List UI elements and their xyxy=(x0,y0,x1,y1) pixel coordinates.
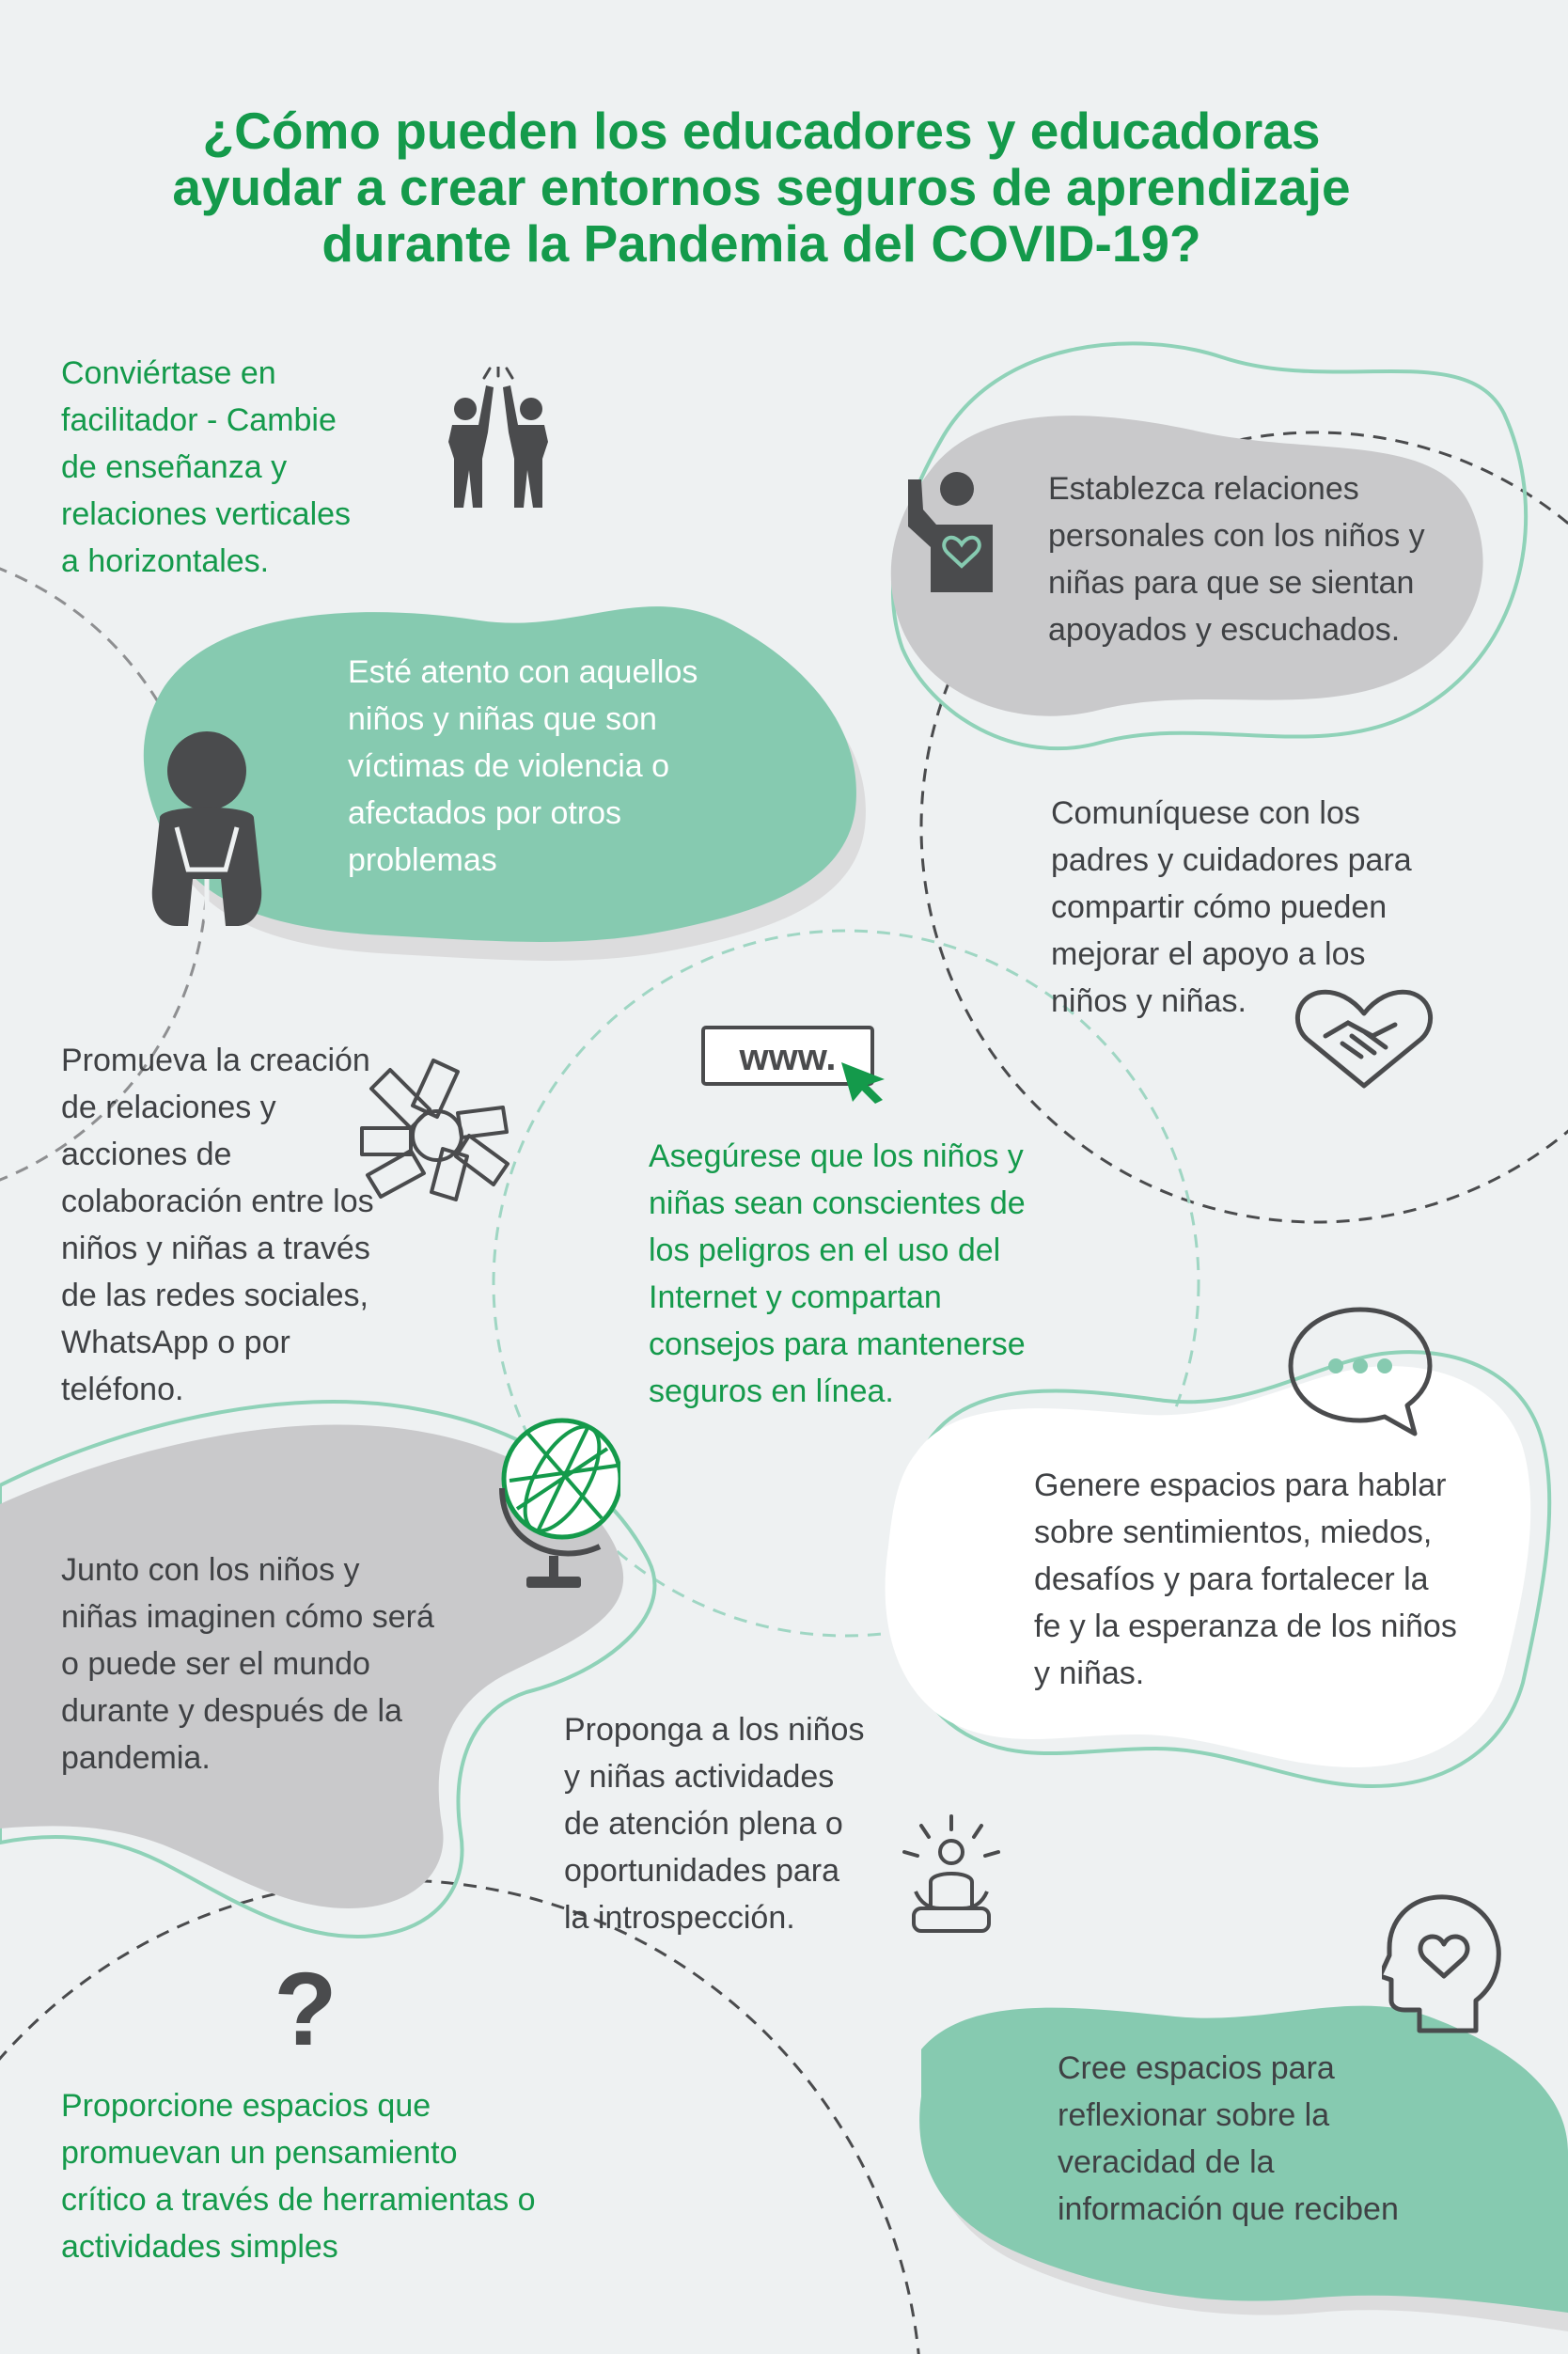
tip-facilitator: Conviértase en facilitador - Cambie de enseñanza y relaciones verticales a horizontales. xyxy=(61,355,352,579)
tip-personal-relations: Establezca relaciones personales con los niños y niñas para que se sientan apoyados y escuchados. xyxy=(1048,471,1425,648)
question-symbol: ? xyxy=(274,1960,337,2064)
title-line-3: durante la Pandemia del COVID-19? xyxy=(321,213,1201,273)
handshake-heart-icon xyxy=(1290,987,1438,1091)
sad-child-icon xyxy=(132,729,282,935)
raised-hand-heart-icon xyxy=(891,470,1013,597)
title-line-1: ¿Cómo pueden los educadores y educadoras xyxy=(202,102,1321,160)
title-line-2: ayudar a crear entornos seguros de aprendizaje xyxy=(172,157,1351,216)
high-five-icon xyxy=(428,367,569,517)
tip-collaboration: Promueva la creación de relaciones y acciones de colaboración entre los niños y niñas a través de las redes sociales, WhatsApp o por teléfono. xyxy=(61,1043,374,1407)
stacked-hands-icon xyxy=(353,1051,517,1211)
tip-mindfulness: Proponga a los niños y niñas actividades de atención plena o oportunidades para la introspección. xyxy=(564,1712,865,1936)
question-mark-icon xyxy=(273,1960,338,2064)
tip-reflect-information: Cree espacios para reflexionar sobre la veracidad de la información que reciben xyxy=(1058,2050,1399,2227)
tip-internet-safety: Asegúrese que los niños y niñas sean conscientes de los peligros en el uso del Internet y compartan consejos para mantenerse seguros en línea. xyxy=(649,1138,1026,1409)
meditation-icon xyxy=(902,1814,1001,1937)
globe-icon xyxy=(489,1405,620,1593)
tip-feelings: Genere espacios para hablar sobre sentimientos, miedos, desafíos y para fortalecer la fe y la esperanza de los niños y niñas. xyxy=(1034,1467,1457,1691)
page-title xyxy=(38,103,1485,273)
tip-communicate-parents: Comuníquese con los padres y cuidadores para compartir cómo pueden mejorar el apoyo a los niños y niñas. xyxy=(1051,795,1412,1019)
tip-critical-thinking: Proporcione espacios que promuevan un pensamiento crítico a través de herramientas o actividades simples xyxy=(61,2088,536,2265)
head-heart-icon xyxy=(1382,1890,1504,2040)
tip-attentive: Esté atento con aquellos niños y niñas que son víctimas de violencia o afectados por otros problemas xyxy=(348,654,698,878)
tip-imagine-world: Junto con los niños y niñas imaginen cómo será o puede ser el mundo durante y después de la pandemia. xyxy=(61,1552,434,1776)
www-cursor-icon xyxy=(700,1025,893,1105)
www-label: www. xyxy=(739,1037,837,1078)
speech-bubble-icon xyxy=(1283,1302,1438,1438)
